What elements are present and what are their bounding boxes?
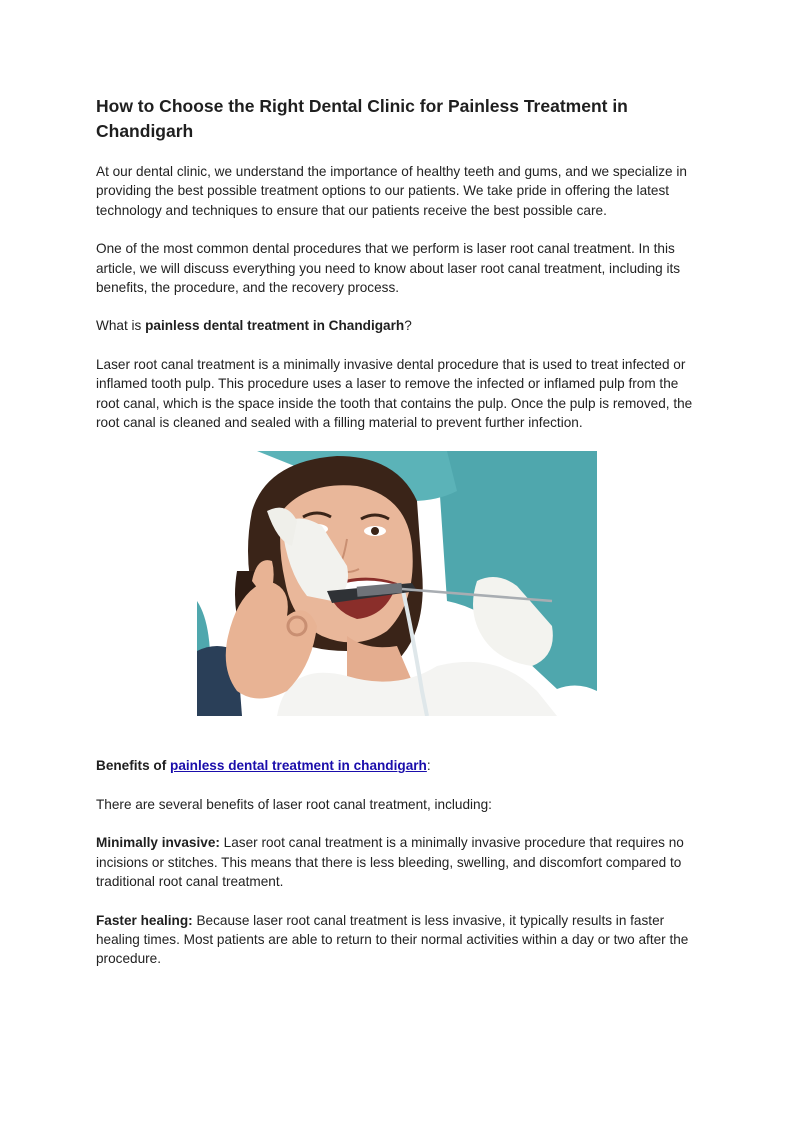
spacer xyxy=(96,716,700,756)
dental-patient-illustration xyxy=(197,451,597,716)
benefit-label: Minimally invasive: xyxy=(96,835,220,851)
intro-paragraph-1: At our dental clinic, we understand the importance of healthy teeth and gums, and we specialize in providing the best possible treatment options to our patients. We take pride in offering the latest technology and techniques to ensure that our patients receive the best possible care. xyxy=(96,164,687,218)
question-line xyxy=(96,316,700,335)
definition-paragraph: Laser root canal treatment is a minimally invasive dental procedure that is used to treat infected or inflamed tooth pulp. This procedure uses a laser to remove the infected or inflamed pulp from the root canal, which is the space inside the tooth that contains the pulp. Once the pulp is removed, the root canal is cleaned and sealed with a filling material to prevent further infection. xyxy=(96,356,693,431)
benefits-heading xyxy=(96,756,700,775)
dental-patient-photo xyxy=(197,451,597,716)
article-title: How to Choose the Right Dental Clinic for Painless Treatment in Chandigarh xyxy=(96,96,628,141)
benefits-heading-suffix: : xyxy=(426,758,431,774)
benefit-item xyxy=(96,911,700,969)
question-suffix: ? xyxy=(404,318,412,334)
question-keyword: painless dental treatment in Chandigarh xyxy=(145,318,405,334)
benefit-text: Because laser root canal treatment is less invasive, it typically results in faster healing times. Most patients are able to return to their normal activities within a day or two after the procedure. xyxy=(96,912,689,967)
intro-paragraph-2: One of the most common dental procedures that we perform is laser root canal treatment. In this article, we will discuss everything you need to know about laser root canal treatment, including its benefits, the procedure, and the recovery process. xyxy=(96,241,681,296)
benefits-intro: There are several benefits of laser root canal treatment, including: xyxy=(96,796,492,812)
document-page xyxy=(96,94,700,988)
benefit-text: Laser root canal treatment is a minimally invasive procedure that requires no incisions or stitches. This means that there is less bleeding, swelling, and discomfort compared to traditional root canal treatment. xyxy=(96,835,684,890)
benefit-item xyxy=(96,833,700,891)
benefits-heading-prefix: Benefits of xyxy=(96,758,171,774)
benefits-heading-link[interactable]: painless dental treatment in chandigarh xyxy=(170,758,427,774)
question-prefix: What is xyxy=(96,318,146,334)
benefit-label: Faster healing: xyxy=(96,912,193,928)
